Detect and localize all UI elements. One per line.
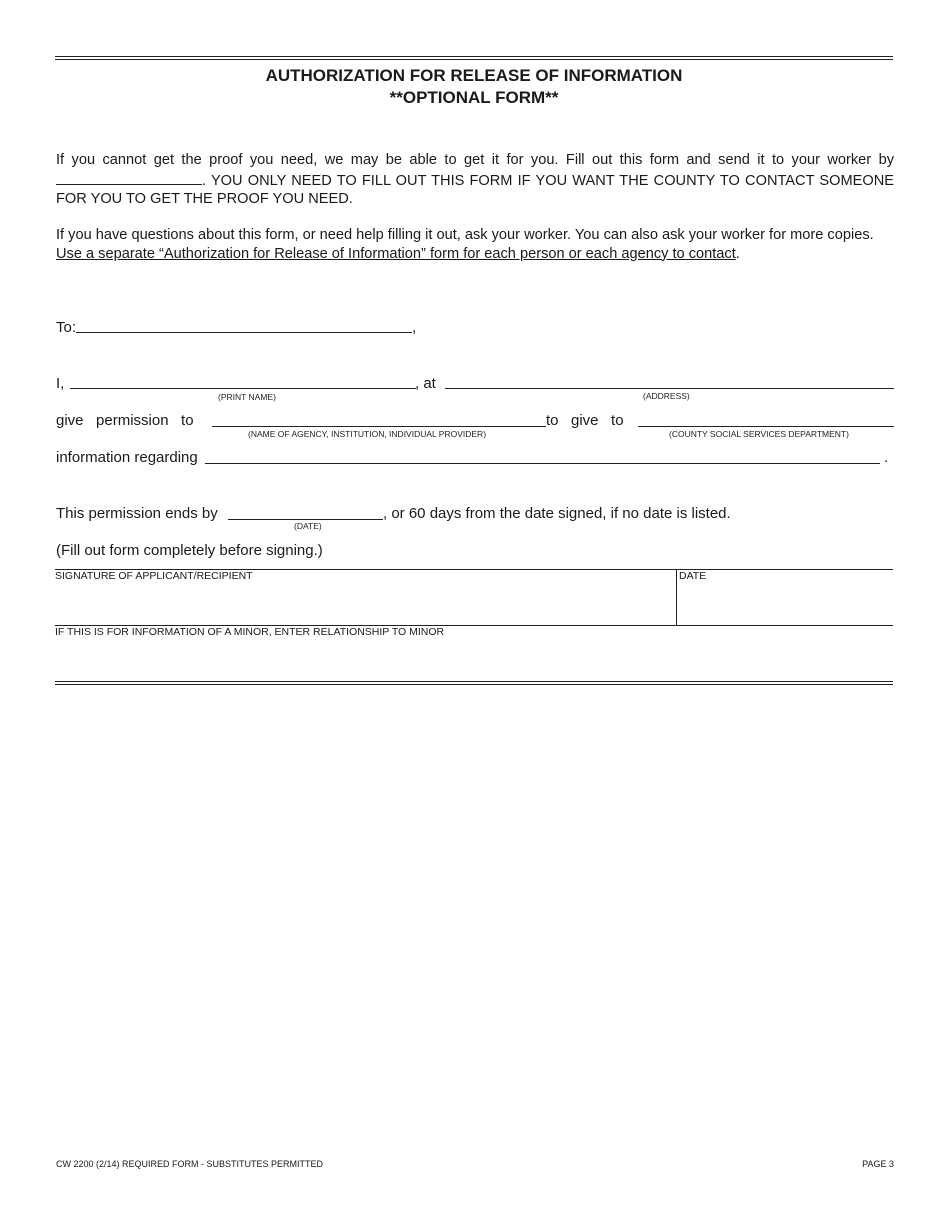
to-label: To:	[56, 319, 77, 336]
form-subtitle: **OPTIONAL FORM**	[389, 88, 559, 107]
form-id: CW 2200 (2/14) REQUIRED FORM - SUBSTITUTES PERMITTED	[56, 1159, 324, 1169]
information-period: .	[884, 449, 889, 466]
bottom-rule-inner	[55, 684, 893, 685]
minor-label: IF THIS IS FOR INFORMATION OF A MINOR, ENTER RELATIONSHIP TO MINOR	[55, 626, 445, 638]
information-field[interactable]	[205, 463, 880, 464]
intro-paragraph-1	[56, 151, 894, 209]
address-field[interactable]	[445, 388, 894, 389]
give-permission-label: give permission to	[56, 412, 194, 429]
signature-field[interactable]	[55, 583, 675, 625]
address-caption: (ADDRESS)	[643, 391, 690, 401]
ends-label: This permission ends by	[56, 505, 218, 522]
to-comma: ,	[412, 319, 417, 336]
bottom-rule	[55, 681, 893, 682]
agency-caption: (NAME OF AGENCY, INSTITUTION, INDIVIDUAL PROVIDER)	[248, 429, 487, 439]
to-field[interactable]	[76, 332, 412, 333]
i-label: I,	[56, 375, 65, 392]
agency-field[interactable]	[212, 426, 546, 427]
ends-suffix: , or 60 days from the date signed, if no date is listed.	[383, 505, 731, 522]
top-rule-inner	[55, 59, 893, 60]
intro-text-2c: .	[735, 245, 740, 262]
intro-paragraph-2	[56, 226, 894, 263]
page-number: PAGE 3	[862, 1159, 894, 1169]
date-label: DATE	[679, 570, 707, 582]
county-field[interactable]	[638, 426, 894, 427]
signature-date-divider	[676, 569, 677, 625]
top-rule	[55, 56, 893, 57]
information-label: information regarding	[56, 449, 198, 466]
intro-text-1a: If you cannot get the proof you need, we may be able to get it for you. Fill out this form and send it to your worker by	[56, 152, 894, 168]
form-title: AUTHORIZATION FOR RELEASE OF INFORMATION	[265, 66, 683, 85]
print-name-field[interactable]	[70, 388, 416, 389]
county-caption: (COUNTY SOCIAL SERVICES DEPARTMENT)	[669, 429, 849, 439]
date-caption: (DATE)	[294, 521, 322, 531]
print-name-caption: (PRINT NAME)	[218, 392, 276, 402]
to-give-to-label: to give to	[546, 412, 624, 429]
intro-text-1b: . YOU ONLY NEED TO FILL OUT THIS FORM IF YOU WANT THE COUNTY TO CONTACT SOMEONE FOR YOU TO GET THE PROOF YOU NEED.	[56, 172, 894, 207]
minor-relationship-field[interactable]	[55, 640, 893, 680]
fill-note: (Fill out form completely before signing.)	[56, 542, 323, 559]
at-label: , at	[415, 375, 436, 392]
send-by-date-field[interactable]	[56, 170, 202, 185]
signature-date-field[interactable]	[678, 583, 892, 625]
end-date-field[interactable]	[228, 519, 383, 520]
intro-text-2b: Use a separate “Authorization for Release of Information” form for each person or each agency to contact	[56, 245, 736, 262]
intro-text-2a: If you have questions about this form, or need help filling it out, ask your worker. You can also ask your worker for more copies.	[56, 227, 874, 243]
signature-label: SIGNATURE OF APPLICANT/RECIPIENT	[55, 570, 253, 582]
